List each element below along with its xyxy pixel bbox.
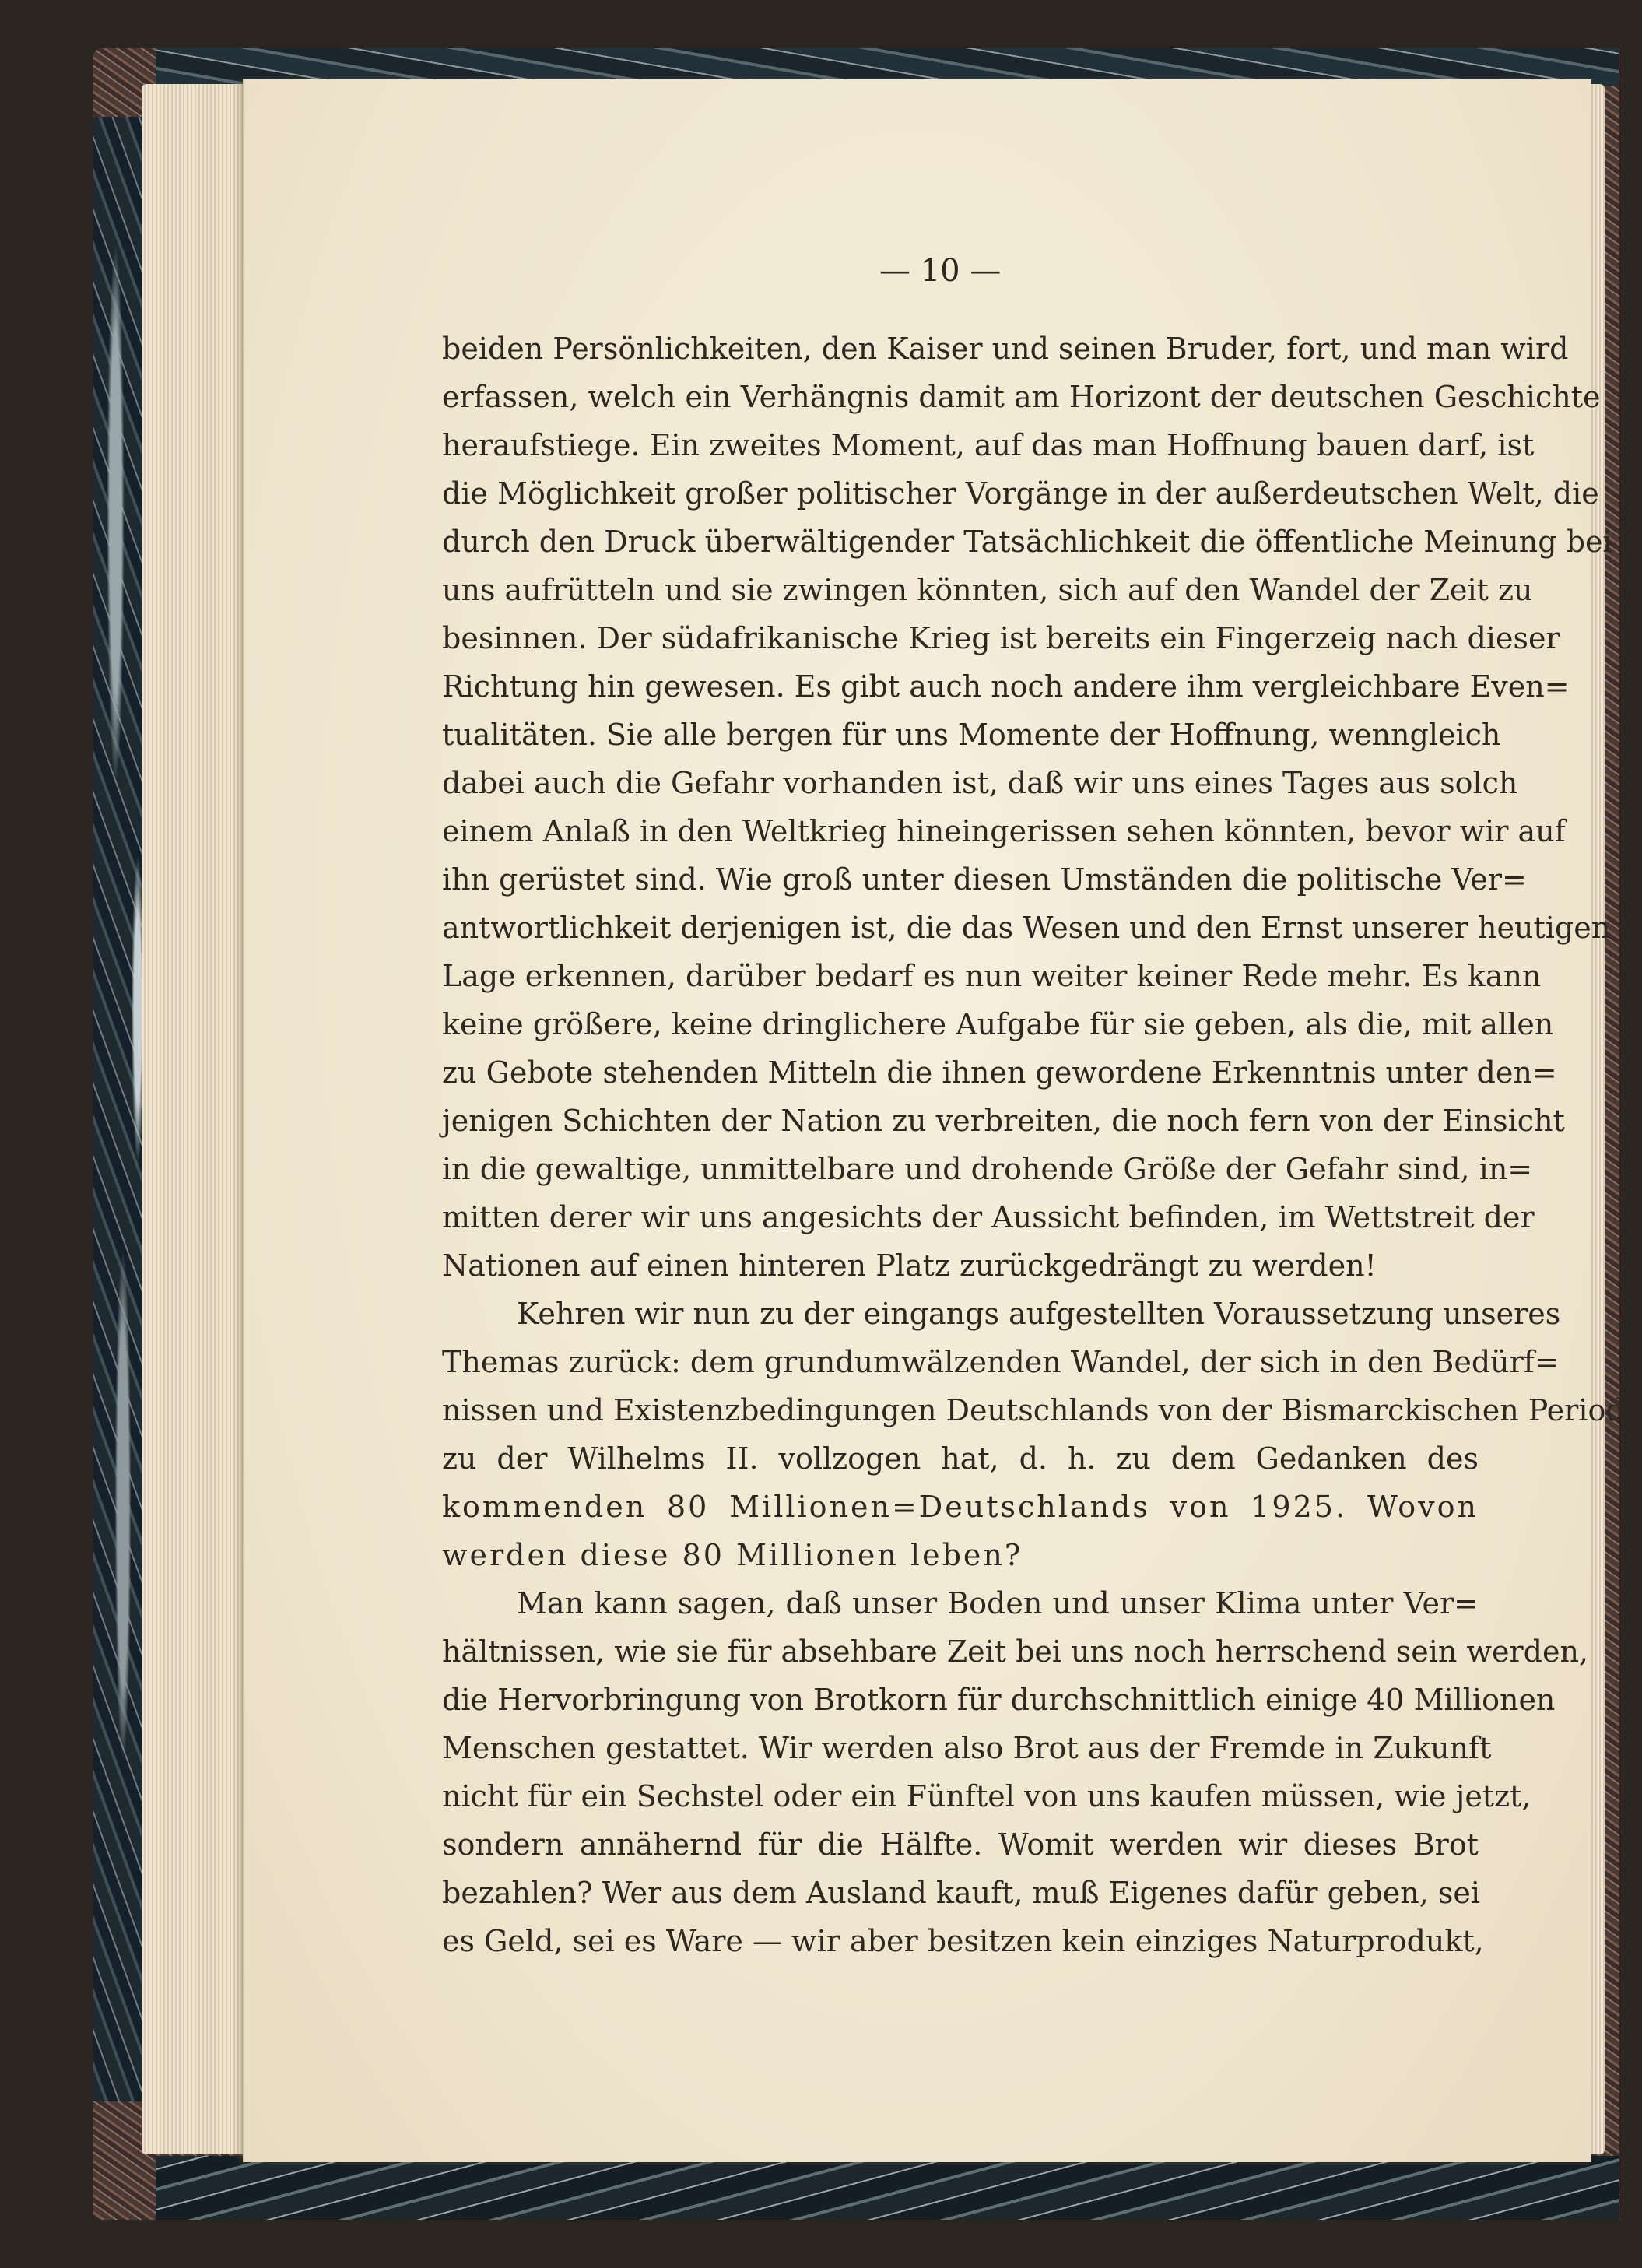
text-line: zu der Wilhelms II. vollzogen hat, d. h. zu dem Gedanken des <box>442 1441 1479 1476</box>
text-line: tualitäten. Sie alle bergen für uns Momente der Hoffnung, wenngleich <box>442 718 1501 752</box>
text-line: sondern annähernd für die Hälfte. Womit werden wir dieses Brot <box>442 1827 1479 1862</box>
text-line: Menschen gestattet. Wir werden also Brot aus der Fremde in Zukunft <box>442 1731 1492 1765</box>
text-line: die Hervorbringung von Brotkorn für durchschnittlich einige 40 Millionen <box>442 1683 1556 1717</box>
text-line: Nationen auf einen hinteren Platz zurückgedrängt zu werden! <box>442 1248 1377 1283</box>
text-line: kommenden 80 Millionen=Deutschlands von 1925. Wovon <box>442 1490 1479 1524</box>
text-line: zu Gebote stehenden Mitteln die ihnen gewordene Erkenntnis unter den= <box>442 1055 1557 1090</box>
text-line: werden diese 80 Millionen leben? <box>442 1538 1023 1572</box>
text-line: besinnen. Der südafrikanische Krieg ist bereits ein Fingerzeig nach dieser <box>442 621 1560 655</box>
text-line: Richtung hin gewesen. Es gibt auch noch andere ihm vergleichbare Even= <box>442 669 1570 704</box>
text-line: Kehren wir nun zu der eingangs aufgestellten Voraussetzung unseres <box>517 1297 1561 1331</box>
text-line: nicht für ein Sechstel oder ein Fünftel von uns kaufen müssen, wie jetzt, <box>442 1779 1531 1813</box>
text-line: dabei auch die Gefahr vorhanden ist, daß wir uns eines Tages aus solch <box>442 766 1518 800</box>
text-line: mitten derer wir uns angesichts der Aussicht befinden, im Wettstreit der <box>442 1200 1535 1234</box>
text-line: hältnissen, wie sie für absehbare Zeit bei uns noch herrschend sein werden, <box>442 1634 1589 1669</box>
text-line: nissen und Existenzbedingungen Deutschlands von der Bismarckischen Periode <box>442 1393 1642 1427</box>
text-line: keine größere, keine dringlichere Aufgabe für sie geben, als die, mit allen <box>442 1007 1554 1041</box>
text-line: jenigen Schichten der Nation zu verbreiten, die noch fern von der Einsicht <box>442 1104 1565 1138</box>
text-line: durch den Druck überwältigender Tatsächlichkeit die öffentliche Meinung bei <box>442 525 1612 559</box>
text-line: Lage erkennen, darüber bedarf es nun weiter keiner Rede mehr. Es kann <box>442 959 1542 993</box>
text-line: Man kann sagen, daß unser Boden und unser Klima unter Ver= <box>517 1586 1479 1620</box>
text-line: bezahlen? Wer aus dem Ausland kauft, muß Eigenes dafür geben, sei <box>442 1876 1480 1910</box>
text-line: erfassen, welch ein Verhängnis damit am Horizont der deutschen Geschichte <box>442 380 1601 414</box>
text-line: heraufstiege. Ein zweites Moment, auf das man Hoffnung bauen darf, ist <box>442 428 1535 462</box>
text-line: die Möglichkeit großer politischer Vorgänge in der außerdeutschen Welt, die <box>442 476 1599 511</box>
page-number: — 10 — <box>879 253 1002 289</box>
text-line: antwortlichkeit derjenigen ist, die das Wesen und den Ernst unserer heutigen <box>442 911 1611 945</box>
marbled-cover-bottom <box>156 2156 1619 2220</box>
text-line: es Geld, sei es Ware — wir aber besitzen kein einziges Naturprodukt, <box>442 1924 1484 1958</box>
text-line: beiden Persönlichkeiten, den Kaiser und seinen Bruder, fort, und man wird <box>442 332 1569 366</box>
text-line: uns aufrütteln und sie zwingen könnten, sich auf den Wandel der Zeit zu <box>442 573 1533 607</box>
text-line: in die gewaltige, unmittelbare und drohende Größe der Gefahr sind, in= <box>442 1152 1533 1186</box>
text-line: einem Anlaß in den Weltkrieg hineingerissen sehen könnten, bevor wir auf <box>442 814 1566 848</box>
text-line: ihn gerüstet sind. Wie groß unter diesen Umständen die politische Ver= <box>442 862 1527 897</box>
text-line: Themas zurück: dem grundumwälzenden Wandel, der sich in den Bedürf= <box>442 1345 1560 1379</box>
